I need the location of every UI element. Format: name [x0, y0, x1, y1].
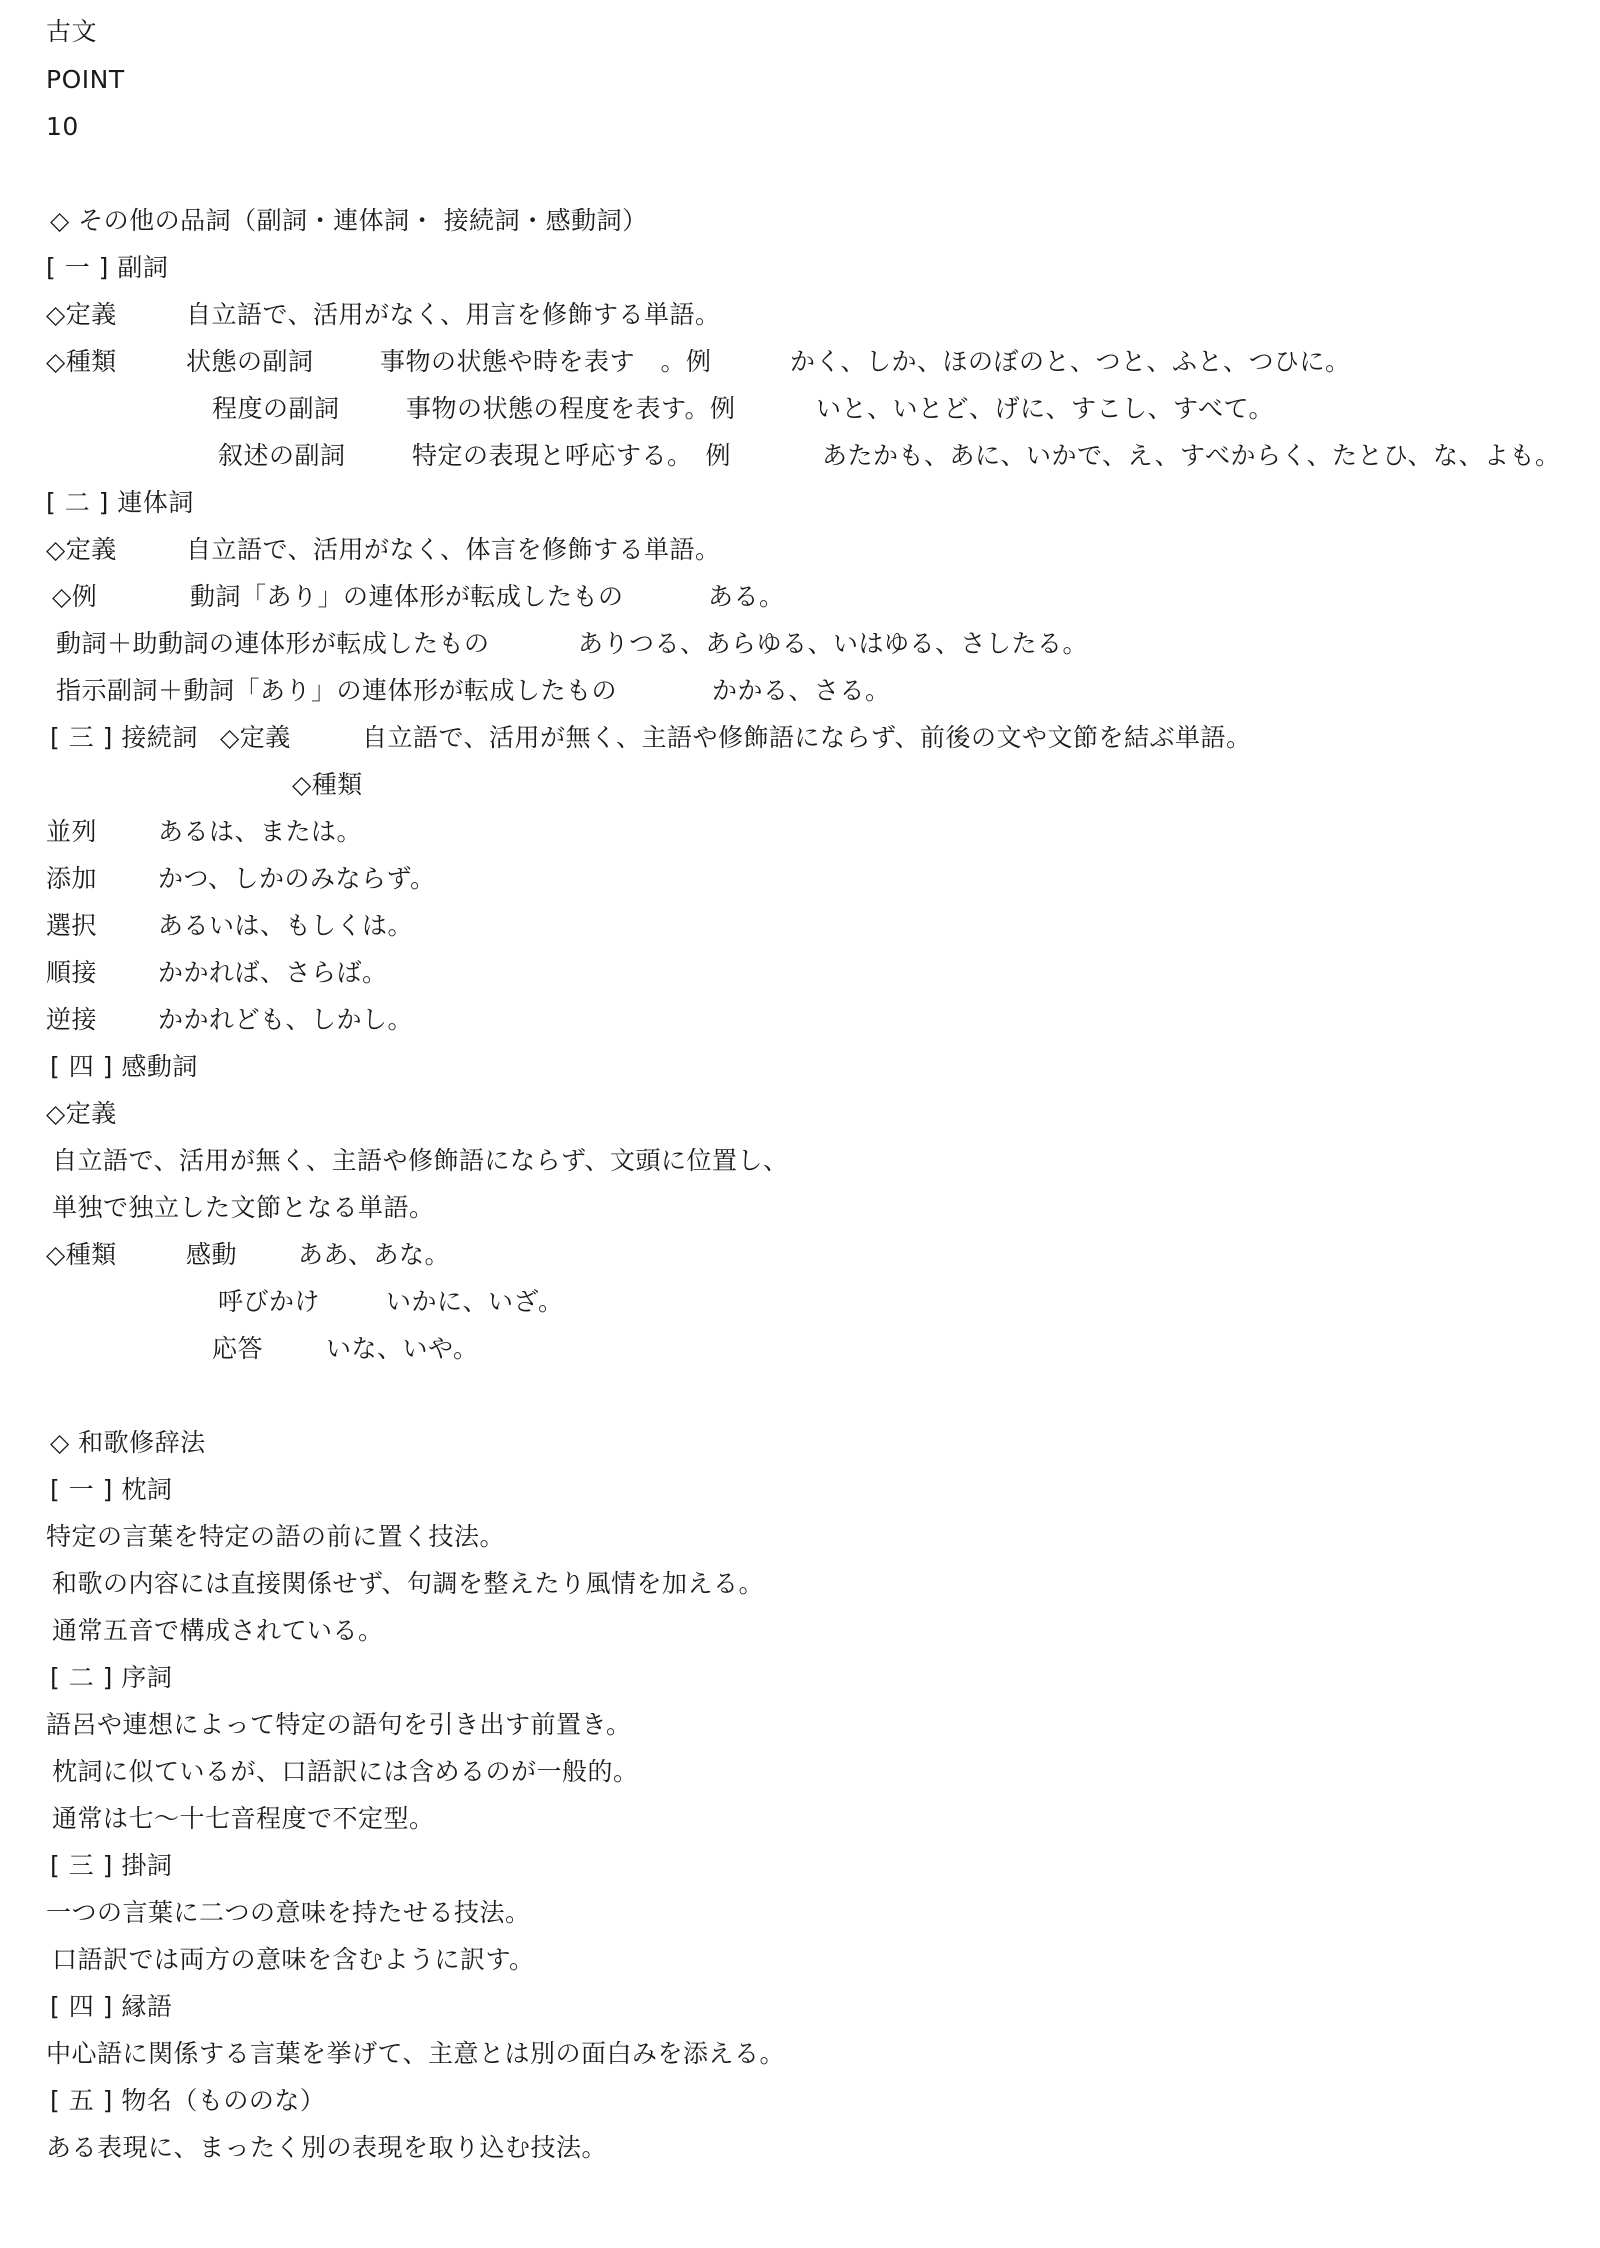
- conjunction-type-row: 順接 かかれば、さらば。: [46, 958, 388, 987]
- conjunction-type-row: 選択 あるいは、もしくは。: [46, 911, 414, 940]
- conjunction-type-row: 逆接 かかれども、しかし。: [46, 1005, 414, 1034]
- types-label: ◇種類: [46, 347, 117, 376]
- example-label: ◇例: [52, 582, 98, 611]
- adverb-type-row: ◇種類 状態の副詞 事物の状態や時を表す 。例 かく、しか、ほのぼのと、つと、ふと、つひに。: [0, 344, 34, 380]
- interjection-type-row: ◇種類 感動 ああ、あな。: [0, 1237, 34, 1273]
- definition-text: 自立語で、活用が無く、主語や修飾語にならず、前後の文や文節を結ぶ単語。: [362, 723, 1252, 752]
- adnominal-example-row: 動詞＋助動詞の連体形が転成したもの ありつる、あらゆる、いはゆる、さしたる。: [56, 629, 1089, 658]
- adverb-definition: [0, 297, 721, 333]
- definition-text: 自立語で、活用がなく、体言を修飾する単語。: [186, 535, 721, 564]
- conjunction-type-row: 添加 かつ、しかのみならず。: [46, 864, 436, 893]
- definition-label: ◇定義: [46, 535, 117, 564]
- definition-label: ◇定義: [220, 723, 291, 752]
- definition-text: 自立語で、活用がなく、用言を修飾する単語。: [186, 300, 721, 329]
- adverb-type-row: 程度の副詞 事物の状態の程度を表す。例 いと、いとど、げに、すこし、すべて。: [212, 394, 1275, 423]
- interjection-type-row: 応答 いな、いや。: [212, 1334, 479, 1363]
- interjection-type-row: 呼びかけ いかに、いざ。: [218, 1287, 564, 1316]
- adnominal-definition: [0, 532, 721, 568]
- types-label: ◇種類: [46, 1240, 117, 1269]
- conjunction-type-row: 並列 あるは、または。: [46, 817, 363, 846]
- conjunction-heading: [ 三 ] 接続詞 ◇定義 自立語で、活用が無く、主語や修飾語にならず、前後の文や文節を結ぶ単語。: [0, 720, 34, 756]
- adnominal-example-row: 指示副詞＋動詞「あり」の連体形が転成したもの かかる、さる。: [56, 676, 891, 705]
- adnominal-example-row: ◇例 動詞「あり」の連体形が転成したもの ある。: [0, 579, 34, 615]
- adverb-type-row: 叙述の副詞 特定の表現と呼応する。 例 あたかも、あに、いかで、え、すべからく、たとひ、な、よも。: [218, 441, 1561, 470]
- document-page: 古文 POINT 10 ◇ その他の品詞（副詞・連体詞・ 接続詞・感動詞） [ 一 ] 副詞 ◇定義 自立語で、活用がなく、用言を修飾する単語。 ◇種類 状態の副詞 事物の状態や時を表す 。例 かく、しか、ほのぼのと、つと、ふと、つひに。 程度の副詞 事物の状態の程度を表す。例 いと、いとど、げに、すこし、すべて。 叙述の副詞 特定の表現と呼応する。 例 あたかも、あに、いかで、え、すべからく、たとひ、な、よも。 [ 二 ] 連体詞 ◇定義 自立語で、活用がなく、体言を修飾する単語。 ◇例 動詞「あり」の連体形が転成したもの ある。 動詞＋助動詞の連体形が転成したもの ありつる、あらゆる、いはゆる、さしたる。 指示副詞＋動詞「あり」の連体形が転成したもの かかる、さる。 [ 三 ] 接続詞 ◇定義 自立語で、活用が無く、主語や修飾語にならず、前後の文や文節を結ぶ単語。 ◇種類 並列 あるは、または。 添加 かつ、しかのみならず。 選択 あるいは、もしくは。 順接 かかれば、さらば。 逆接 かかれども、しかし。 [ 四 ] 感動詞 ◇定義 自立語で、活用が無く、主語や修飾語にならず、文頭に位置し、 単独で独立した文節となる単語。 ◇種類 感動 ああ、あな。 呼びかけ いかに、いざ。 応答 いな、いや。 ◇ 和歌修辞法 [ 一 ] 枕詞 特定の言葉を特定の語の前に置く技法。 和歌の内容には直接関係せず、句調を整えたり風情を加える。 通常五音で構成されている。 [ 二 ] 序詞 語呂や連想によって特定の語句を引き出す前置き。 枕詞に似ているが、口語訳には含めるのが一般的。 通常は七〜十七音程度で不定型。 [ 三 ] 掛詞 一つの言葉に二つの意味を持たせる技法。 口語訳では両方の意味を含むように訳す。 [ 四 ] 縁語 中心語に関係する言葉を挙げて、主意とは別の面白みを添える。 [ 五 ] 物名（もののな） ある表現に、まったく別の表現を取り込む技法。: [0, 0, 1600, 2248]
- definition-label: ◇定義: [46, 300, 117, 329]
